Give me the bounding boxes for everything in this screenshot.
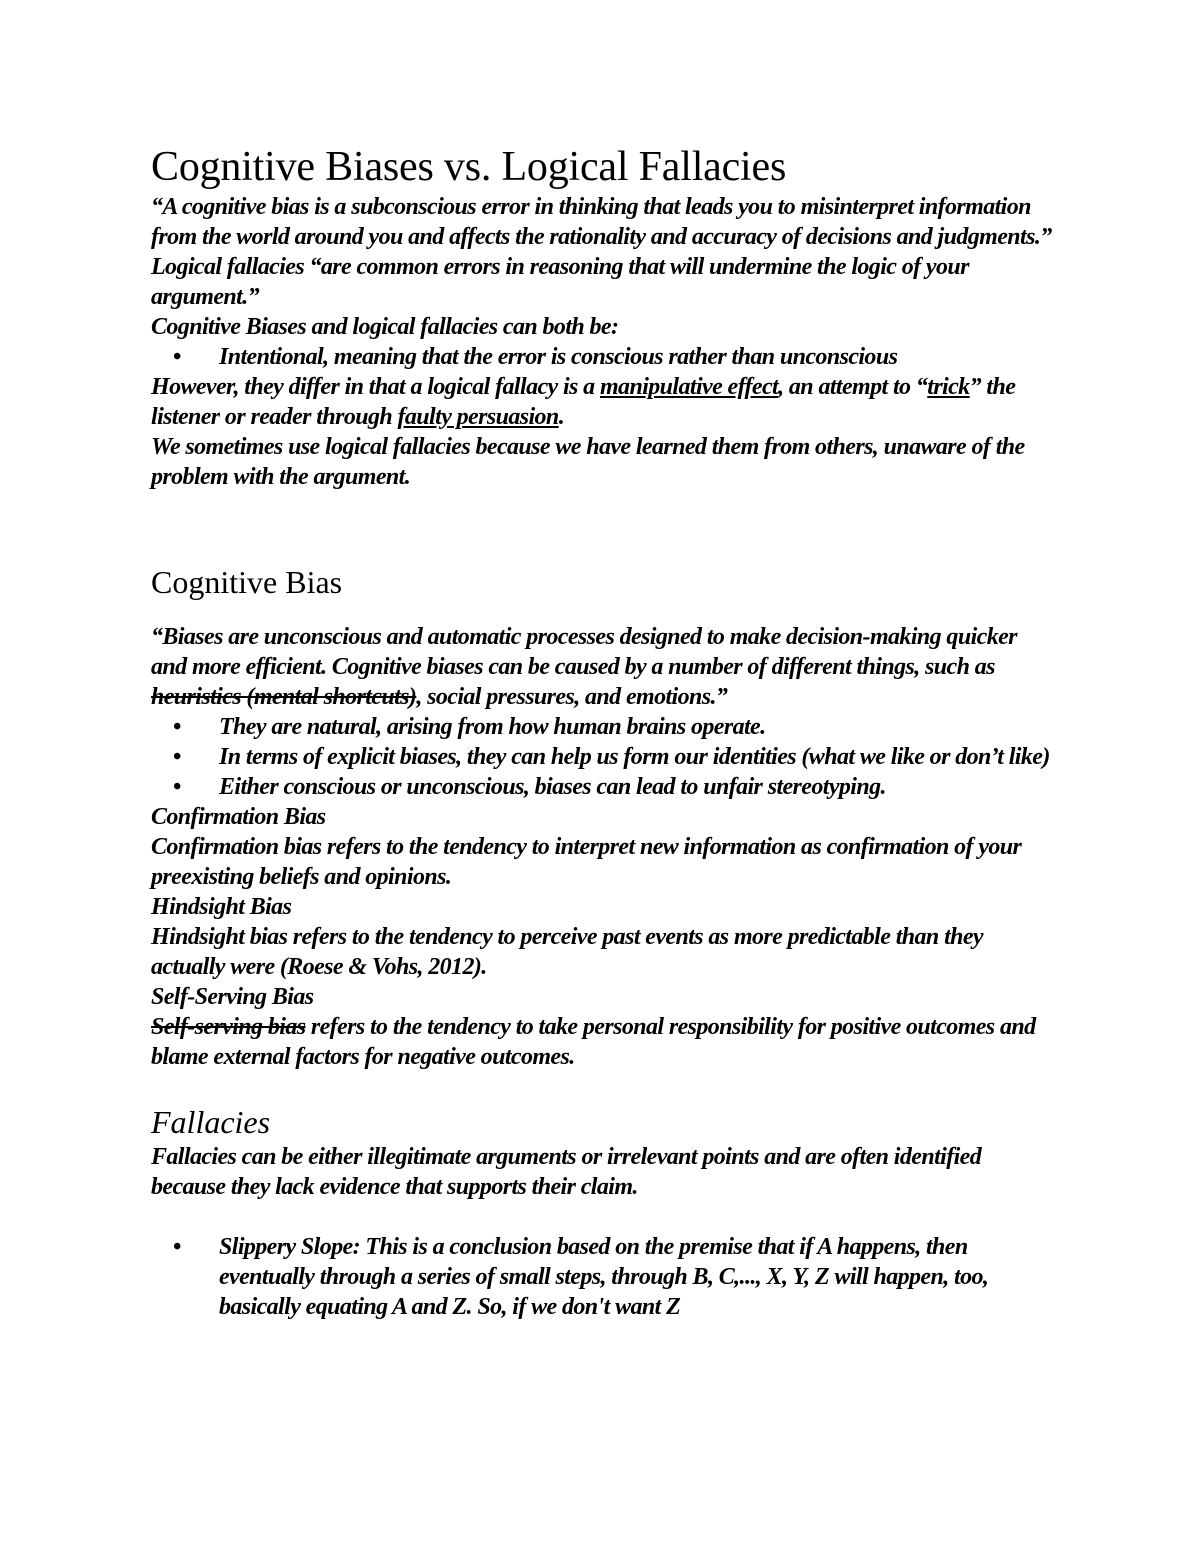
biases-quote-text: “Biases are unconscious and automatic processes designed to make decision-making quicker and more efficient. Cognitive biases can be caused by a number of different things, such as — [151, 624, 1017, 680]
fallacies-list — [151, 1232, 1056, 1322]
bullet-icon: • — [173, 714, 181, 740]
list-item-text: Intentional, meaning that the error is conscious rather than unconscious — [219, 344, 898, 370]
both-can-be-list — [151, 342, 1056, 372]
difference-text: ” the listener or reader through — [151, 374, 1016, 430]
fallacies-intro: Fallacies can be either illegitimate arguments or irrelevant points and are often identified because they lack evidence that supports their claim. — [151, 1144, 982, 1200]
list-item — [151, 742, 1056, 772]
list-item — [151, 342, 1056, 372]
document-content — [151, 142, 1056, 1322]
list-item-text: They are natural, arising from how human brains operate. — [219, 714, 766, 740]
bullet-icon: • — [173, 1234, 181, 1260]
section-title-cognitive-bias: Cognitive Bias — [151, 564, 343, 600]
spacer — [151, 492, 1056, 562]
confirmation-bias-heading: Confirmation Bias — [151, 804, 326, 830]
difference-text: However, they differ in that a logical fallacy is a — [151, 374, 600, 400]
underlined-trick: trick — [927, 374, 970, 400]
struck-heuristics: heuristics (mental shortcuts) — [151, 684, 417, 710]
section-title-biases-vs-fallacies: Cognitive Biases vs. Logical Fallacies — [151, 144, 787, 190]
confirmation-bias-text: Confirmation bias refers to the tendency to interpret new information as confirmation of your preexisting beliefs and opinions. — [151, 834, 1022, 890]
self-serving-bias-text — [151, 1012, 1056, 1072]
both-can-be-intro: Cognitive Biases and logical fallacies can both be: — [151, 314, 619, 340]
hindsight-bias-heading: Hindsight Bias — [151, 894, 292, 920]
difference-text: . — [558, 404, 565, 430]
underlined-manipulative-effect: manipulative effect — [599, 374, 779, 400]
cognitive-bias-quote: “A cognitive bias is a subconscious error in thinking that leads you to misinterpret information from the world around you and affects the rationality and accuracy of decisions and judgments.” — [151, 194, 1052, 250]
self-serving-bias-heading: Self-Serving Bias — [151, 984, 314, 1010]
spacer — [151, 1202, 1056, 1232]
list-item — [151, 1232, 1056, 1322]
list-item-text: Either conscious or unconscious, biases can lead to unfair stereotyping. — [219, 774, 886, 800]
biases-quote — [151, 622, 1056, 712]
bullet-icon: • — [173, 744, 181, 770]
difference-text: , an attempt to “ — [778, 374, 928, 400]
difference-paragraph — [151, 372, 1056, 432]
learned-from-others-paragraph: We sometimes use logical fallacies because we have learned them from others, unaware of the problem with the argument. — [151, 434, 1025, 490]
logical-fallacy-definition: Logical fallacies “are common errors in reasoning that will undermine the logic of your argument.” — [151, 254, 969, 310]
underlined-faulty-persuasion: faulty persuasion — [397, 404, 559, 430]
bullet-icon: • — [173, 774, 181, 800]
spacer — [151, 1072, 1056, 1102]
list-item-text: Slippery Slope: This is a conclusion based on the premise that if A happens, then eventually through a series of small steps, through B, C,..., X, Y, Z will happen, too, basically equating A and Z. So, if we don't want Z — [219, 1234, 989, 1320]
self-serving-bias-body: refers to the tendency to take personal responsibility for positive outcomes and blame external factors for negative outcomes. — [151, 1014, 1036, 1070]
list-item — [151, 772, 1056, 802]
struck-self-serving-bias: Self-serving bias — [151, 1014, 306, 1040]
list-item — [151, 712, 1056, 742]
list-item-text: In terms of explicit biases, they can help us form our identities (what we like or don’t like) — [219, 744, 1050, 770]
biases-quote-text: , social pressures, and emotions.” — [416, 684, 728, 710]
bias-properties-list — [151, 712, 1056, 802]
spacer — [151, 602, 1056, 622]
section-title-fallacies: Fallacies — [151, 1104, 271, 1140]
bullet-icon: • — [173, 344, 181, 370]
hindsight-bias-text: Hindsight bias refers to the tendency to perceive past events as more predictable than they actually were (Roese & Vohs, 2012). — [151, 924, 983, 980]
